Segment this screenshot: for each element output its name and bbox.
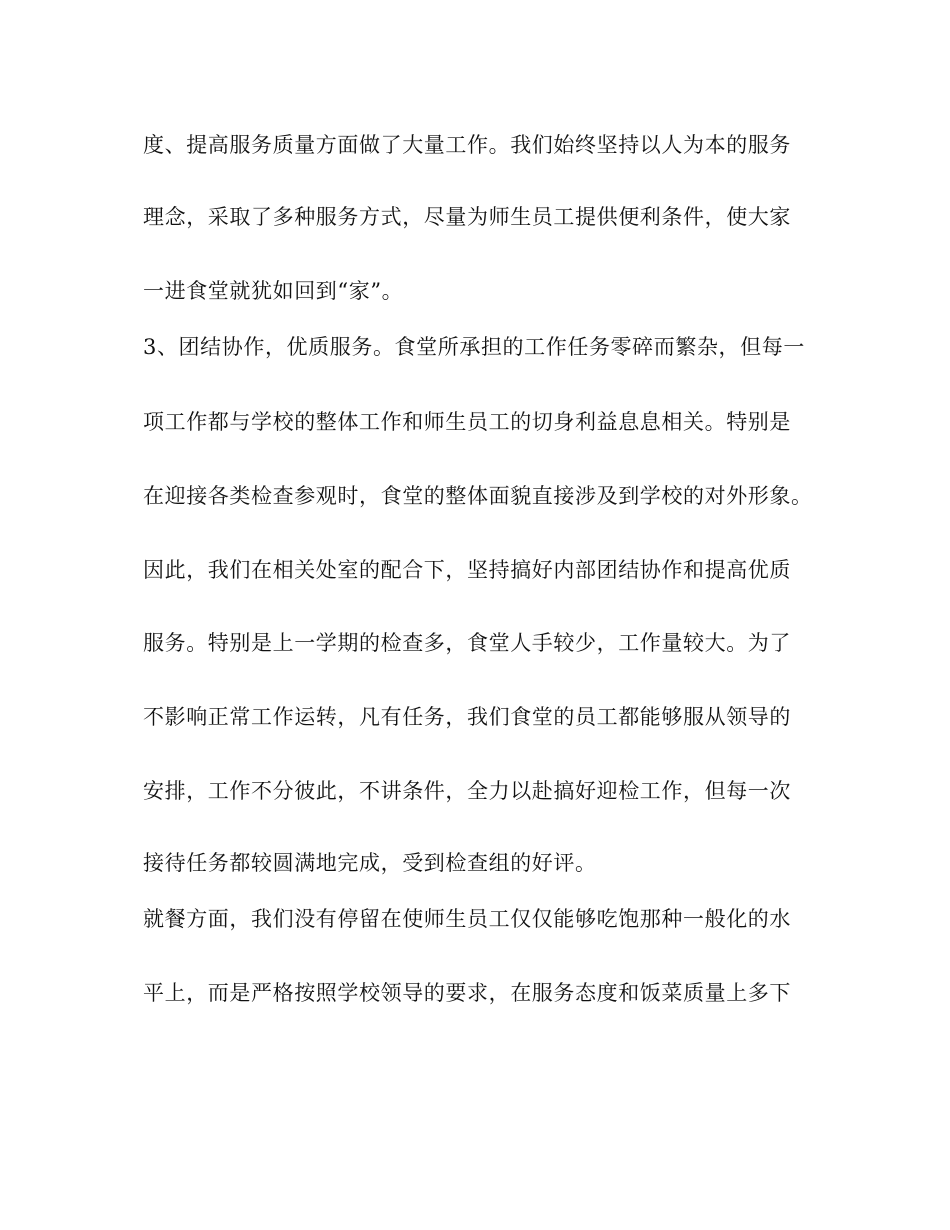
- paragraph-line: 就餐方面，我们没有停留在使师生员工仅仅能够吃饱那种一般化的水: [143, 907, 791, 931]
- paragraph-line: 在迎接各类检查参观时，食堂的整体面貌直接涉及到学校的对外形象。: [143, 484, 813, 508]
- paragraph-line: 平上，而是严格按照学校领导的要求，在服务态度和饭菜质量上多下: [143, 981, 791, 1005]
- paragraph-line: 接待任务都较圆满地完成，受到检查组的好评。: [143, 851, 597, 875]
- paragraph-line: 因此，我们在相关处室的配合下，坚持搞好内部团结协作和提高优质: [143, 558, 791, 582]
- paragraph-line: 一进食堂就犹如回到“家”。: [143, 279, 404, 303]
- paragraph-line: 不影响正常工作运转，凡有任务，我们食堂的员工都能够服从领导的: [143, 705, 791, 729]
- paragraph-line: 项工作都与学校的整体工作和师生员工的切身利益息息相关。特别是: [143, 410, 791, 434]
- paragraph-line: 服务。特别是上一学期的检查多，食堂人手较少，工作量较大。为了: [143, 631, 791, 655]
- paragraph-line: 3、团结协作，优质服务。食堂所承担的工作任务零碎而繁杂，但每一: [143, 335, 805, 359]
- paragraph-line: 度、提高服务质量方面做了大量工作。我们始终坚持以人为本的服务: [143, 133, 791, 157]
- paragraph-line: 安排，工作不分彼此，不讲条件，全力以赴搞好迎检工作，但每一次: [143, 779, 791, 803]
- paragraph-line: 理念，采取了多种服务方式，尽量为师生员工提供便利条件，使大家: [143, 205, 791, 229]
